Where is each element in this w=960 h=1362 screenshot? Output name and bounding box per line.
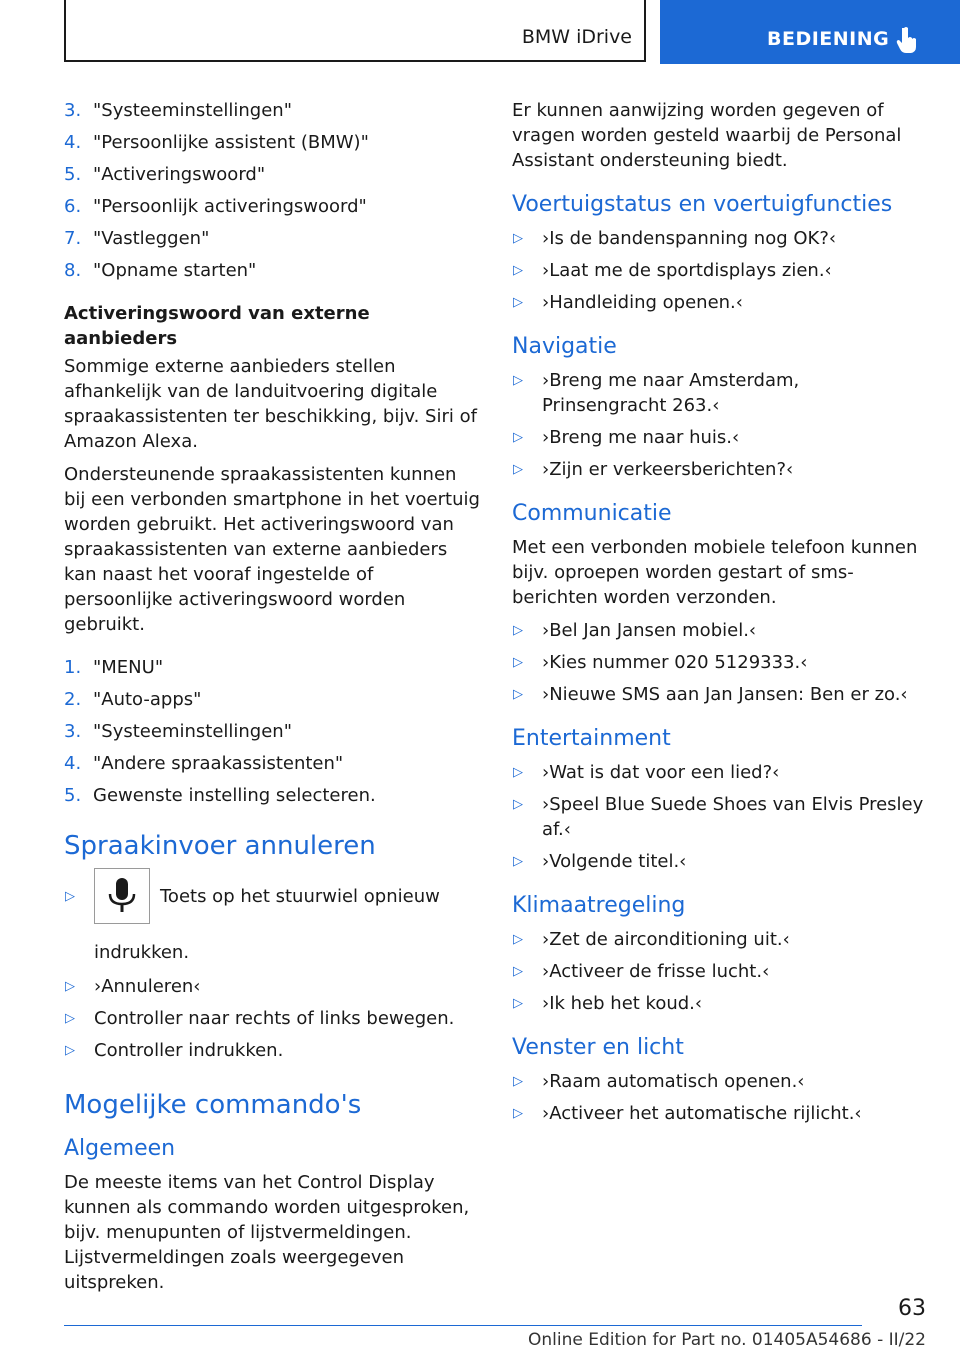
step-number: 8. [64, 260, 82, 281]
vehicle-heading: Voertuigstatus en voertuigfuncties [512, 192, 893, 217]
bullet-triangle-icon: ▷ [513, 623, 523, 638]
command-text: ›Activeer het automatische rijlicht.‹ [542, 1103, 862, 1124]
step-number: 2. [64, 689, 82, 710]
step-text: "Persoonlijk activeringswoord" [93, 196, 367, 217]
list-item [64, 162, 480, 187]
bullet-triangle-icon: ▷ [513, 263, 523, 278]
list-item [512, 849, 928, 874]
external-providers-text-1: Sommige externe aanbieders stellen afhankelijk van de landuitvoering digitale spraakassistenten ter beschikking, bijv. Siri of Amazon Alexa. [64, 356, 477, 452]
step-number: 3. [64, 721, 82, 742]
list-item [512, 1101, 928, 1126]
list-item [64, 1038, 480, 1063]
step-text: "Auto-apps" [93, 689, 202, 710]
list-item [64, 751, 480, 776]
bullet-triangle-icon: ▷ [513, 964, 523, 979]
bullet-triangle-icon: ▷ [65, 1043, 75, 1058]
bullet-triangle-icon: ▷ [513, 996, 523, 1011]
header-section-title: BEDIENING [767, 28, 890, 50]
step-text: Gewenste instelling selecteren. [93, 785, 376, 806]
command-text: ›Annuleren‹ [94, 976, 201, 997]
bullet-triangle-icon: ▷ [513, 1106, 523, 1121]
general-heading: Algemeen [64, 1136, 176, 1161]
list-item [512, 425, 928, 450]
list-item [64, 258, 480, 283]
communication-commands-list [512, 618, 928, 707]
bullet-triangle-icon: ▷ [513, 687, 523, 702]
step-text: "Systeeminstellingen" [93, 721, 292, 742]
steps-list-activation [64, 98, 480, 283]
climate-commands-list [512, 927, 928, 1016]
list-item [512, 290, 928, 315]
general-text: De meeste items van het Control Display kunnen als commando worden uitgesproken, bijv. menupunten of lijstvermeldingen. Lijstvermeldingen zoals weergegeven uitspreken. [64, 1172, 470, 1293]
list-item [512, 927, 928, 952]
bullet-triangle-icon: ▷ [513, 797, 523, 812]
header-section-tab[interactable] [660, 0, 960, 64]
climate-heading: Klimaatregeling [512, 893, 686, 918]
list-item [512, 682, 928, 707]
communication-text: Met een verbonden mobiele telefoon kunnen bijv. oproepen worden gestart of sms-berichten worden verzonden. [512, 537, 918, 608]
list-item [512, 792, 928, 842]
list-item [64, 130, 480, 155]
command-text: ›Breng me naar Amsterdam, Prinsengracht 263.‹ [542, 370, 800, 416]
list-item [512, 226, 928, 251]
list-item [64, 226, 480, 251]
navigation-commands-list [512, 368, 928, 482]
bullet-triangle-icon: ▷ [513, 430, 523, 445]
list-item [64, 687, 480, 712]
command-text: Controller naar rechts of links bewegen. [94, 1008, 455, 1029]
step-number: 3. [64, 100, 82, 121]
right-column [512, 98, 928, 1133]
command-text: ›Activeer de frisse lucht.‹ [542, 961, 770, 982]
step-text: "Systeeminstellingen" [93, 100, 292, 121]
edition-text: Online Edition for Part no. 01405A54686 - II/22 [527, 1330, 926, 1350]
bullet-triangle-icon: ▷ [513, 765, 523, 780]
step-number: 6. [64, 196, 82, 217]
command-text: ›Ik heb het koud.‹ [542, 993, 703, 1014]
step-number: 7. [64, 228, 82, 249]
list-item [64, 974, 480, 999]
communication-heading: Communicatie [512, 501, 672, 526]
footer-divider [64, 1325, 862, 1326]
vehicle-commands-list [512, 226, 928, 315]
bullet-triangle-icon: ▷ [513, 295, 523, 310]
list-item [512, 368, 928, 418]
step-text: "Activeringswoord" [93, 164, 266, 185]
command-text: ›Bel Jan Jansen mobiel.‹ [542, 620, 757, 641]
cancel-voice-heading: Spraakinvoer annuleren [64, 831, 376, 861]
window-light-heading: Venster en licht [512, 1035, 684, 1060]
command-text: Controller indrukken. [94, 1040, 284, 1061]
command-text: ›Is de bandenspanning nog OK?‹ [542, 228, 837, 249]
bullet-triangle-icon: ▷ [513, 655, 523, 670]
list-item [512, 258, 928, 283]
command-text: ›Laat me de sportdisplays zien.‹ [542, 260, 832, 281]
command-text: ›Kies nummer 020 5129333.‹ [542, 652, 808, 673]
page-number: 63 [898, 1296, 926, 1321]
entertainment-commands-list [512, 760, 928, 874]
bullet-triangle-icon: ▷ [513, 854, 523, 869]
step-number: 5. [64, 785, 82, 806]
step-text: "Andere spraakassistenten" [93, 753, 344, 774]
command-text: ›Volgende titel.‹ [542, 851, 687, 872]
step-number: 4. [64, 753, 82, 774]
list-item [512, 457, 928, 482]
list-item [512, 991, 928, 1016]
command-text: ›Speel Blue Suede Shoes van Elvis Presley af.‹ [542, 794, 924, 840]
command-text: ›Handleiding openen.‹ [542, 292, 743, 313]
cancel-list [64, 884, 480, 1063]
step-number: 5. [64, 164, 82, 185]
step-number: 1. [64, 657, 82, 678]
left-column [64, 98, 480, 1303]
step-text: "Opname starten" [93, 260, 257, 281]
list-item [64, 783, 480, 808]
window-light-commands-list [512, 1069, 928, 1126]
list-item [512, 959, 928, 984]
list-item [512, 650, 928, 675]
list-item [64, 194, 480, 219]
navigation-heading: Navigatie [512, 334, 617, 359]
list-item [64, 1006, 480, 1031]
microphone-button-icon [94, 868, 150, 924]
command-text: ›Raam automatisch openen.‹ [542, 1071, 805, 1092]
command-text: ›Nieuwe SMS aan Jan Jansen: Ben er zo.‹ [542, 684, 908, 705]
steps-list-external [64, 655, 480, 808]
step-text: "Persoonlijke assistent (BMW)" [93, 132, 369, 153]
bullet-triangle-icon: ▷ [513, 373, 523, 388]
intro-text: Er kunnen aanwijzing worden gegeven of vragen worden gesteld waarbij de Personal Assistant ondersteuning biedt. [512, 100, 902, 171]
bullet-triangle-icon: ▷ [513, 462, 523, 477]
header-manual-box [64, 0, 646, 62]
list-item [512, 618, 928, 643]
bullet-triangle-icon: ▷ [65, 979, 75, 994]
list-item [512, 760, 928, 785]
entertainment-heading: Entertainment [512, 726, 671, 751]
bullet-triangle-icon: ▷ [65, 1011, 75, 1026]
list-item [64, 719, 480, 744]
list-item [64, 655, 480, 680]
commands-heading: Mogelijke commando's [64, 1090, 362, 1120]
list-item [64, 98, 480, 123]
command-text: ›Breng me naar huis.‹ [542, 427, 740, 448]
command-text: ›Zet de airconditioning uit.‹ [542, 929, 790, 950]
step-text: "MENU" [93, 657, 164, 678]
cancel-mic-instruction: Toets op het stuurwiel opnieuw indrukken. [94, 886, 440, 963]
list-item [64, 884, 480, 965]
list-item [512, 1069, 928, 1094]
step-number: 4. [64, 132, 82, 153]
header-manual-title: BMW iDrive [521, 26, 632, 48]
command-text: ›Zijn er verkeersberichten?‹ [542, 459, 794, 480]
step-text: "Vastleggen" [93, 228, 210, 249]
hand-pointer-icon [896, 26, 920, 54]
command-text: ›Wat is dat voor een lied?‹ [542, 762, 780, 783]
bullet-triangle-icon: ▷ [513, 231, 523, 246]
bullet-triangle-icon: ▷ [65, 889, 75, 904]
external-providers-heading: Activeringswoord van externe aanbieders [64, 303, 370, 349]
external-providers-text-2: Ondersteunende spraakassistenten kunnen bij een verbonden smartphone in het voertuig worden gebruikt. Het activeringswoord van spraakassistenten van externe aanbieders kan naast het vooraf ingestelde of persoonlijke activeringswoord worden gebruikt. [64, 464, 480, 635]
bullet-triangle-icon: ▷ [513, 1074, 523, 1089]
bullet-triangle-icon: ▷ [513, 932, 523, 947]
